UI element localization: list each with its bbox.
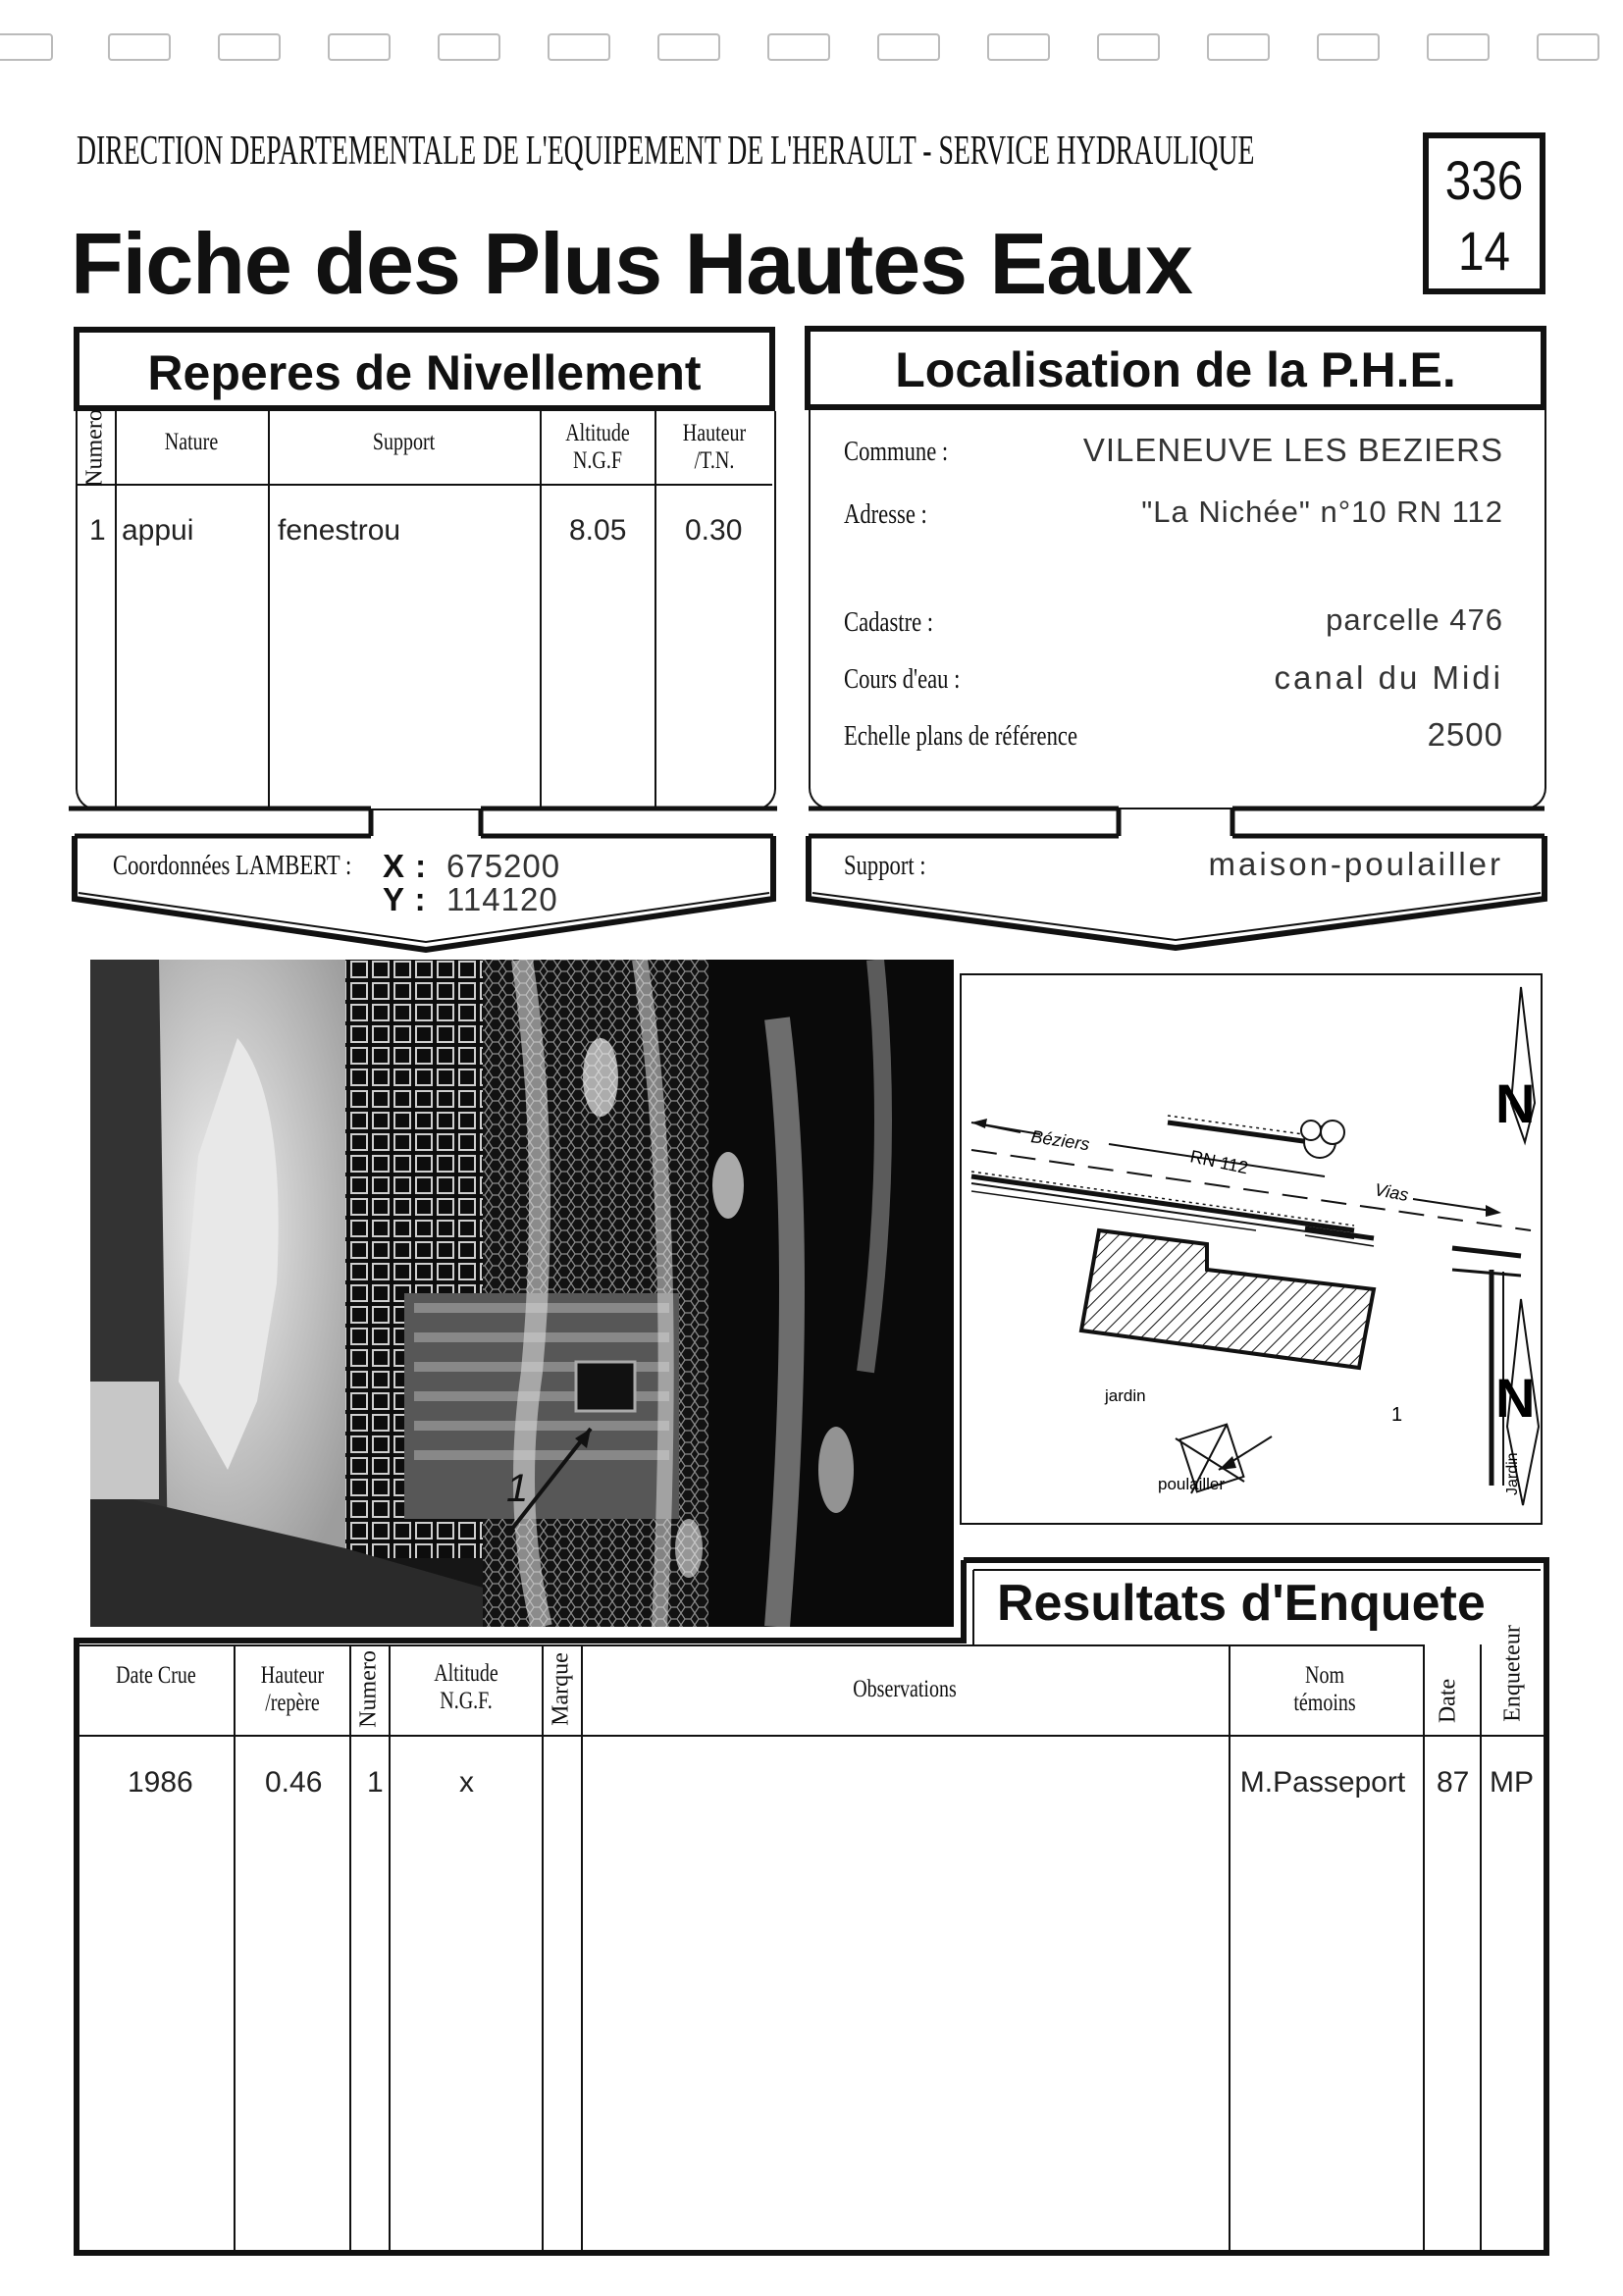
cell-date-crue: 1986	[128, 1766, 193, 1799]
header-observations: Observations	[853, 1676, 957, 1702]
cell-hauteur: 0.46	[265, 1766, 323, 1799]
reference-box	[1423, 132, 1545, 294]
page-title: Fiche des Plus Hautes Eaux	[71, 215, 1192, 312]
cell-date: 87	[1437, 1766, 1470, 1799]
adresse-label: Adresse :	[844, 498, 927, 530]
cell-altitude: x	[459, 1766, 474, 1799]
header-numero: Numero	[355, 1650, 382, 1728]
plan-label-jardin-vertical: Jardin	[1504, 1452, 1521, 1495]
lambert-x-label: X :	[383, 848, 428, 884]
reperes-title: Reperes de Nivellement	[147, 345, 702, 400]
reperes-cell-nature: appui	[122, 514, 194, 547]
reperes-cell-hauteur: 0.30	[685, 514, 743, 547]
plan-label-jardin: jardin	[1105, 1386, 1146, 1405]
cell-enqueteur: MP	[1490, 1766, 1534, 1799]
plan-marker: 1	[1391, 1404, 1403, 1426]
support-label: Support :	[844, 850, 926, 881]
support-arrow-frame	[803, 805, 1552, 962]
commune-label: Commune :	[844, 436, 949, 467]
localisation-title-box	[805, 326, 1546, 410]
plan-label-poulailler: poulailler	[1158, 1475, 1226, 1493]
cadastre-value: parcelle 476	[1326, 602, 1503, 637]
cell-numero: 1	[367, 1766, 384, 1799]
lambert-y-label: Y :	[383, 881, 427, 917]
reperes-header-hauteur: Hauteur /T.N.	[682, 420, 747, 474]
support-value: maison-poulailler	[1208, 846, 1503, 882]
site-photo	[90, 960, 954, 1627]
reference-top: 336	[1444, 149, 1524, 211]
header-date: Date	[1435, 1678, 1461, 1724]
reperes-cell-numero: 1	[89, 514, 106, 547]
service-line: DIRECTION DEPARTEMENTALE DE L'EQUIPEMENT DE L'HERAULT - SERVICE HYDRAULIQUE	[77, 129, 1255, 174]
reperes-header-numero: Numero	[81, 409, 108, 487]
reperes-header-altitude: Altitude N.G.F	[565, 420, 630, 474]
cadastre-label: Cadastre :	[844, 606, 934, 638]
lambert-x-value: 675200	[446, 848, 561, 884]
plan-label-vias: Vias	[1373, 1179, 1410, 1205]
north-marker: N	[1495, 1072, 1536, 1134]
reference-bottom: 14	[1458, 220, 1510, 282]
lambert-y-value: 114120	[446, 881, 558, 917]
echelle-value: 2500	[1427, 716, 1503, 753]
reperes-header-nature: Nature	[164, 429, 219, 455]
cours-eau-label: Cours d'eau :	[844, 663, 961, 695]
photo-marker: 1	[506, 1467, 529, 1510]
north-marker-2: N	[1495, 1367, 1536, 1429]
commune-value: VILENEUVE LES BEZIERS	[1082, 432, 1503, 468]
cell-nom: M.Passeport	[1239, 1766, 1406, 1799]
reperes-cell-support: fenestrou	[278, 514, 401, 547]
header-hauteur: Hauteur /repère	[260, 1662, 325, 1716]
plan-label-beziers: Béziers	[1029, 1126, 1091, 1155]
reperes-header-support: Support	[372, 429, 436, 455]
reperes-title-box	[74, 327, 775, 411]
header-altitude: Altitude N.G.F.	[434, 1660, 498, 1714]
cours-eau-value: canal du Midi	[1274, 659, 1503, 696]
plan-drawing	[962, 975, 1541, 1523]
header-enqueteur: Enqueteur	[1499, 1625, 1526, 1722]
adresse-value: "La Nichée" n°10 RN 112	[1141, 495, 1503, 529]
header-date-crue: Date Crue	[116, 1662, 196, 1689]
localisation-title: Localisation de la P.H.E.	[895, 342, 1456, 397]
header-nom: Nom témoins	[1293, 1662, 1356, 1716]
resultats-title: Resultats d'Enquete	[997, 1575, 1486, 1632]
header-marque: Marque	[548, 1652, 574, 1726]
echelle-label: Echelle plans de référence	[844, 720, 1077, 752]
plan-label-rn: RN 112	[1188, 1146, 1250, 1178]
reperes-cell-altitude: 8.05	[569, 514, 627, 547]
lambert-label: Coordonnées LAMBERT :	[113, 850, 352, 881]
